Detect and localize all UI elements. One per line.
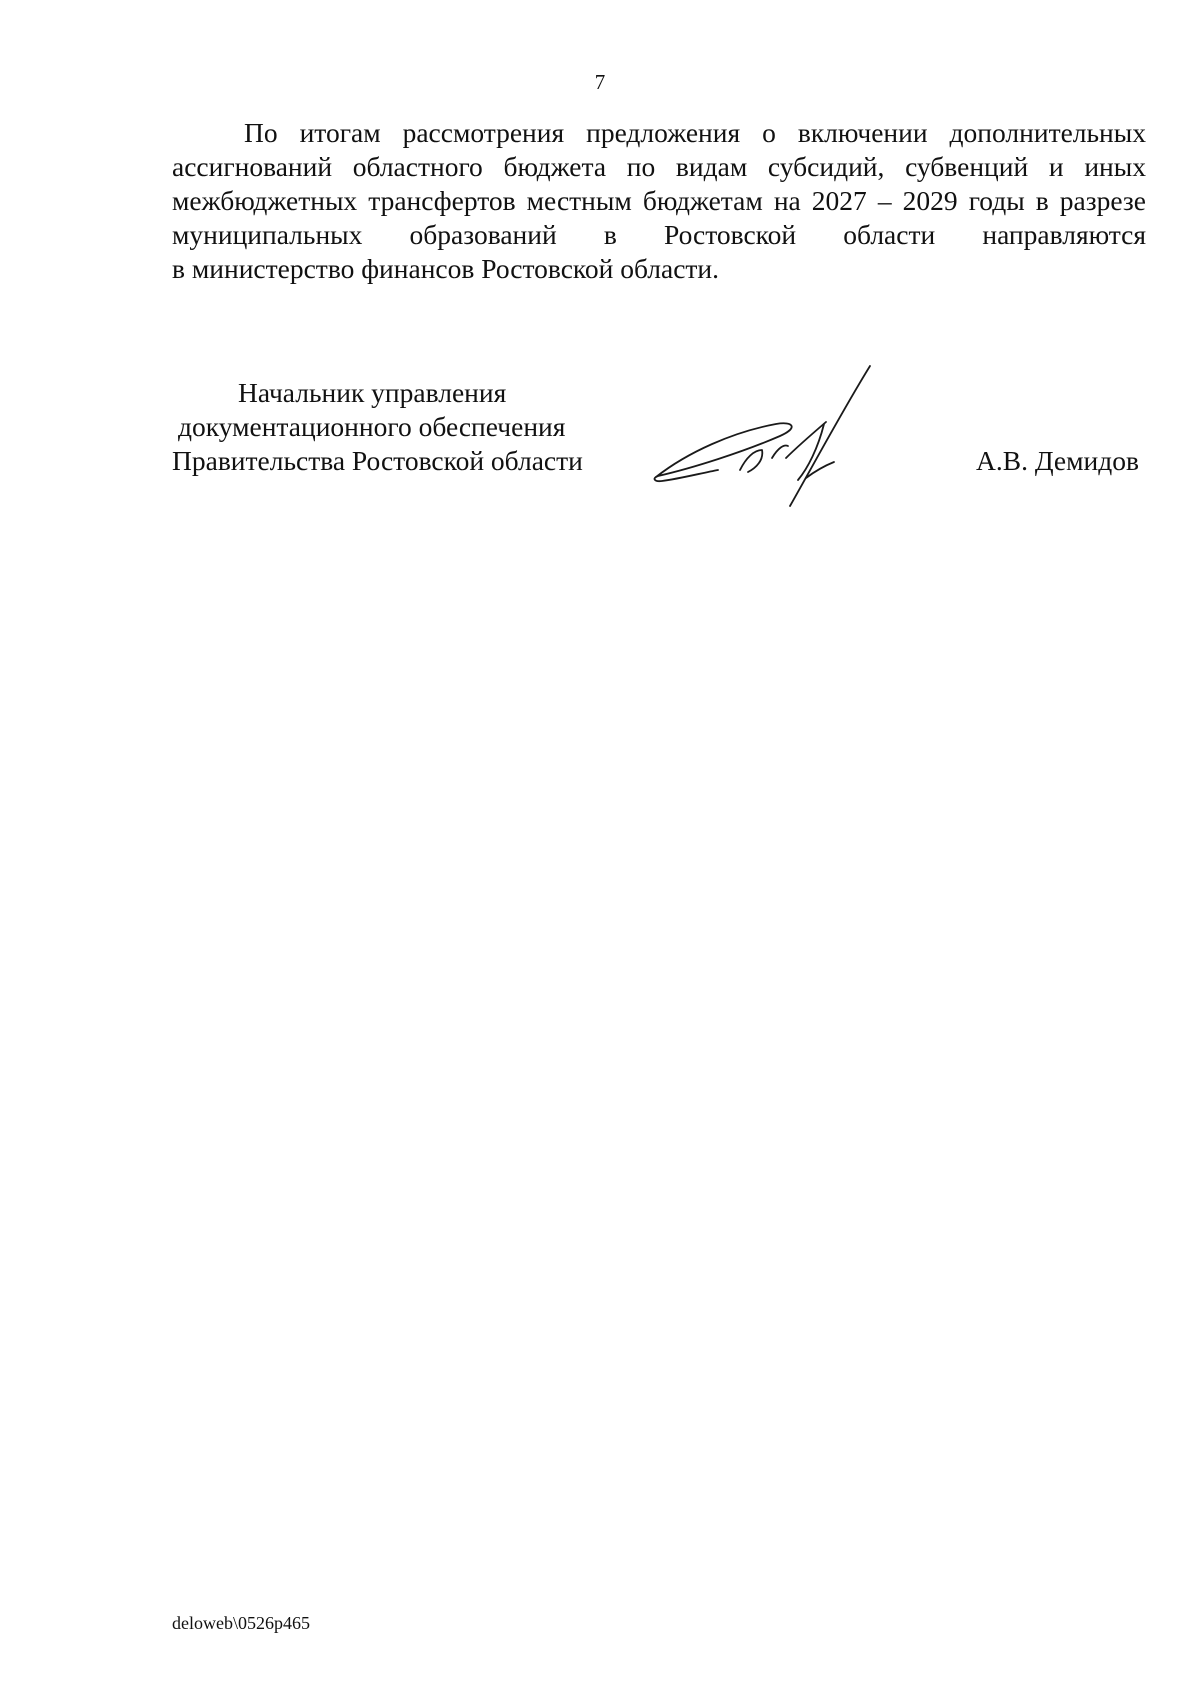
signer-position [172, 376, 612, 478]
signer-position-line: Начальник управления [238, 377, 507, 408]
paragraph-line: в министерство финансов Ростовской области. [172, 253, 720, 284]
paragraph-line: межбюджетных трансфертов местным бюджетам на 2027 – 2029 годы в разрезе [172, 185, 1146, 216]
handwritten-signature [648, 360, 948, 530]
signer-name: А.В. Демидов [976, 445, 1139, 476]
paragraph-line: муниципальных образований в Ростовской области направляются [172, 219, 1146, 250]
body-paragraph [172, 116, 1146, 286]
document-reference: deloweb\0526p465 [172, 1613, 310, 1633]
page-number: 7 [594, 70, 606, 94]
paragraph-line: ассигнований областного бюджета по видам субсидий, субвенций и иных [172, 151, 1146, 182]
signer-position-line: Правительства Ростовской области [172, 445, 583, 476]
signer-position-line: документационного обеспечения [178, 411, 566, 442]
paragraph-line: По итогам рассмотрения предложения о включении дополнительных [244, 117, 1146, 148]
